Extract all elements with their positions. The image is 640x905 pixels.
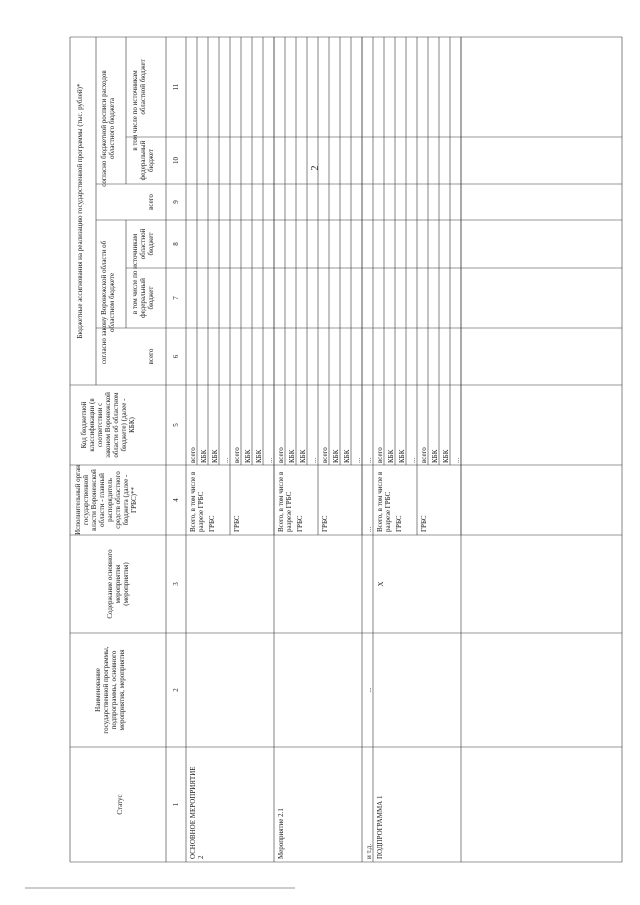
header-budget-list: областного бюджета bbox=[108, 98, 116, 159]
header-executor: Исполнительный орган bbox=[74, 465, 82, 535]
row-name: ... bbox=[365, 687, 373, 693]
row-status: ПОДПРОГРАММА 1 bbox=[376, 795, 384, 859]
header-federal-law: бюджет bbox=[147, 286, 155, 310]
header-executor: области - главный bbox=[98, 473, 106, 527]
column-number: 9 bbox=[172, 200, 180, 204]
row-kbk: КБК bbox=[343, 449, 351, 463]
row-kbk: всего bbox=[233, 447, 241, 463]
row-kbk: ... bbox=[310, 457, 318, 463]
header-content: Содержание основного bbox=[106, 549, 114, 619]
row-content: Х bbox=[377, 581, 385, 587]
header-federal-law: федеральный bbox=[139, 278, 147, 318]
column-number: 3 bbox=[172, 582, 180, 586]
header-content: мероприятия bbox=[114, 564, 122, 604]
row-kbk: КБК bbox=[288, 449, 296, 463]
row-status: Мероприятие 2.1 bbox=[277, 808, 285, 859]
row-executor: ГРБС bbox=[395, 515, 403, 532]
row-kbk: КБК bbox=[387, 449, 395, 463]
header-content: (мероприятия) bbox=[122, 562, 130, 606]
row-executor-total: Всего, в том числе в bbox=[277, 471, 285, 532]
header-kbk: соответствии с bbox=[96, 402, 104, 448]
row-executor-total: Всего, в том числе в bbox=[376, 471, 384, 532]
header-name: Наименование bbox=[94, 668, 102, 712]
row-executor: ГРБС bbox=[296, 515, 304, 532]
row-kbk: КБК bbox=[332, 449, 340, 463]
row-kbk: КБК bbox=[255, 449, 263, 463]
header-total-list: всего bbox=[147, 194, 155, 210]
row-kbk: КБК bbox=[442, 449, 450, 463]
header-name: подпрограммы, основного bbox=[110, 650, 118, 730]
header-kbk: законом Воронежской bbox=[104, 392, 112, 458]
budget-table bbox=[70, 37, 622, 862]
column-number: 1 bbox=[172, 802, 180, 807]
header-executor: власти Воронежской bbox=[90, 469, 98, 531]
row-status: 2 bbox=[197, 855, 205, 859]
header-regional-list: областной бюджет bbox=[139, 59, 147, 115]
row-kbk: КБК bbox=[244, 449, 252, 463]
header-budget-main: Бюджетные ассигнования на реализацию государственной программы (тыс. рублей)* bbox=[76, 83, 84, 339]
header-incl-list: в том числе по источникам bbox=[131, 70, 139, 151]
row-executor: ГРБС bbox=[420, 515, 428, 532]
row-kbk: ... bbox=[222, 457, 230, 463]
header-executor: средств областного bbox=[114, 471, 122, 529]
row-status: ОСНОВНОЕ МЕРОПРИЯТИЕ bbox=[189, 766, 197, 859]
header-total-law: всего bbox=[147, 348, 155, 365]
row-kbk: всего bbox=[321, 447, 329, 463]
row-kbk: ... bbox=[365, 457, 373, 463]
header-budget-law: областном бюджете bbox=[108, 273, 116, 332]
column-number: 10 bbox=[172, 157, 180, 164]
row-executor: ГРБС bbox=[321, 515, 329, 532]
header-executor: государственной bbox=[82, 475, 90, 525]
header-executor: ГРБС)** bbox=[130, 487, 138, 513]
header-federal-list: бюджет bbox=[147, 149, 155, 172]
row-kbk: всего bbox=[189, 447, 197, 463]
header-regional-law: областной bbox=[139, 228, 147, 260]
column-number: 11 bbox=[172, 83, 180, 91]
row-executor-total: разрезе ГРБС bbox=[384, 491, 392, 532]
row-executor: ... bbox=[365, 526, 373, 532]
row-status: и т.д. bbox=[365, 843, 373, 859]
row-kbk: КБК bbox=[200, 449, 208, 463]
row-kbk: всего bbox=[376, 447, 384, 463]
row-kbk: КБК bbox=[398, 449, 406, 463]
row-kbk: КБК bbox=[299, 449, 307, 463]
header-budget-law: согласно закону Воронежской области об bbox=[100, 240, 108, 365]
page-number: 2 bbox=[310, 165, 321, 171]
header-budget-list: согласно бюджетной росписи расходов bbox=[100, 70, 108, 187]
column-number: 7 bbox=[172, 296, 180, 300]
row-kbk: КБК bbox=[431, 449, 439, 463]
header-kbk: бюджете) (далее - bbox=[120, 398, 128, 452]
column-number: 2 bbox=[172, 688, 180, 692]
header-name: государственной программы, bbox=[102, 646, 110, 734]
row-kbk: КБК bbox=[211, 449, 219, 463]
row-kbk: ... bbox=[409, 457, 417, 463]
header-regional-law: бюджет bbox=[147, 232, 155, 256]
header-name: мероприятия, мероприятия bbox=[118, 649, 126, 731]
row-executor-total: Всего, в том числе в bbox=[189, 471, 197, 532]
column-number: 6 bbox=[172, 354, 180, 359]
header-executor: распорядитель bbox=[106, 478, 114, 522]
row-executor-total: разрезе ГРБС bbox=[285, 491, 293, 532]
header-executor: бюджета (далее - bbox=[122, 474, 130, 526]
header-kbk: классификации (в bbox=[88, 398, 96, 452]
header-kbk: области об областном bbox=[112, 392, 120, 458]
row-kbk: всего bbox=[277, 447, 285, 463]
header-federal-list: федеральный bbox=[139, 140, 147, 181]
row-kbk: всего bbox=[420, 447, 428, 463]
row-kbk: ... bbox=[266, 457, 274, 463]
column-number: 8 bbox=[172, 242, 180, 246]
header-kbk: Код бюджетной bbox=[80, 401, 88, 449]
column-number: 5 bbox=[172, 423, 180, 427]
row-executor-total: разрезе ГРБС bbox=[197, 491, 205, 532]
row-executor: ГРБС bbox=[208, 515, 216, 532]
header-status: Статус bbox=[116, 794, 124, 815]
row-kbk: ... bbox=[453, 457, 461, 463]
column-number: 4 bbox=[172, 498, 180, 502]
header-kbk: КБК) bbox=[128, 417, 136, 433]
row-executor: ГРБС bbox=[233, 515, 241, 532]
row-kbk: ... bbox=[354, 457, 362, 463]
header-incl-law: в том числе по источникам bbox=[131, 233, 139, 315]
